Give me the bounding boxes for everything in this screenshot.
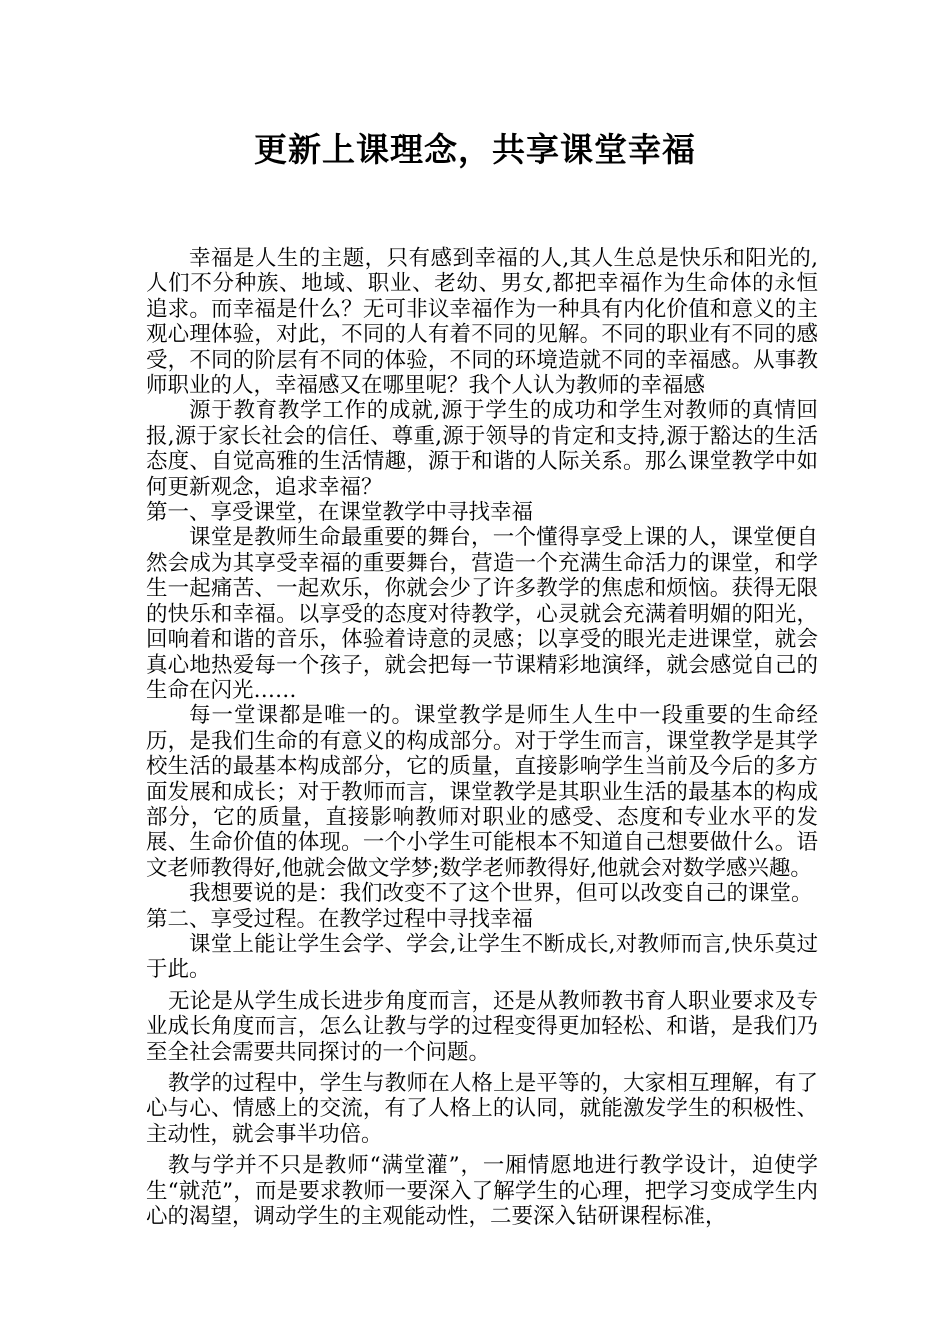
paragraph: 无论是从学生成长进步角度而言，还是从教师教书育人职业要求及专业成长角度而言，怎么让教与学的过程变得更加轻松、和谐，是我们乃至全社会需要共同探讨的一个问题。 (146, 988, 818, 1065)
paragraph: 课堂上能让学生会学、学会,让学生不断成长,对教师而言,快乐莫过于此。 (146, 931, 818, 983)
document-title: 更新上课理念，共享课堂幸福 (254, 130, 696, 169)
paragraph: 教学的过程中，学生与教师在人格上是平等的，大家相互理解，有了心与心、情感上的交流，有了人格上的认同，就能激发学生的积极性、主动性，就会事半功倍。 (146, 1071, 818, 1147)
paragraph: 教与学并不只是教师“满堂灌”，一厢情愿地进行教学设计，迫使学生“就范”，而是要求教师一要深入了解学生的心理，把学习变成学生内心的渴望，调动学生的主观能动性，二要深入钻研课程标准， (146, 1153, 818, 1230)
paragraph: 我想要说的是：我们改变不了这个世界，但可以改变自己的课堂。 (189, 881, 813, 907)
paragraph: 课堂是教师生命最重要的舞台，一个懂得享受上课的人，课堂便自然会成为其享受幸福的重要舞台，营造一个充满生命活力的课堂，和学生一起痛苦、一起欢乐，你就会少了许多教学的焦虑和烦恼。获得无限的快乐和幸福。以享受的态度对待教学，心灵就会充满着明媚的阳光，回响着和谐的音乐，体验着诗意的灵感；以享受的眼光走进课堂，就会真心地热爱每一个孩子，就会把每一节课精彩地演绎，就会感觉自己的生命在闪光…… (146, 525, 818, 703)
document-body (146, 246, 818, 1229)
paragraph: 每一堂课都是唯一的。课堂教学是师生人生中一段重要的生命经历，是我们生命的有意义的构成部分。对于学生而言，课堂教学是其学校生活的最基本构成部分，它的质量，直接影响学生当前及今后的多方面发展和成长；对于教师而言，课堂教学是其职业生活的最基本的构成部分，它的质量，直接影响教师对职业的感受、态度和专业水平的发展、生命价值的体现。一个小学生可能根本不知道自己想要做什么。语文老师教得好,他就会做文学梦;数学老师教得好,他就会对数学感兴趣。 (146, 703, 818, 881)
paragraph: 幸福是人生的主题，只有感到幸福的人,其人生总是快乐和阳光的,人们不分种族、地域、职业、老幼、男女,都把幸福作为生命体的永恒追求。而幸福是什么？无可非议幸福作为一种具有内化价值和意义的主观心理体验，对此，不同的人有着不同的见解。不同的职业有不同的感受，不同的阶层有不同的体验，不同的环境造就不同的幸福感。从事教师职业的人，幸福感又在哪里呢？我个人认为教师的幸福感 (146, 246, 818, 399)
section-heading-2: 第二、享受过程。在教学过程中寻找幸福 (146, 906, 534, 932)
section-heading-1: 第一、享受课堂，在课堂教学中寻找幸福 (146, 500, 534, 526)
paragraph: 源于教育教学工作的成就,源于学生的成功和学生对教师的真情回报,源于家长社会的信任、尊重,源于领导的肯定和支持,源于豁达的生活态度、自觉高雅的生活情趣，源于和谐的人际关系。那么课堂教学中如何更新观念，追求幸福？ (146, 398, 818, 500)
